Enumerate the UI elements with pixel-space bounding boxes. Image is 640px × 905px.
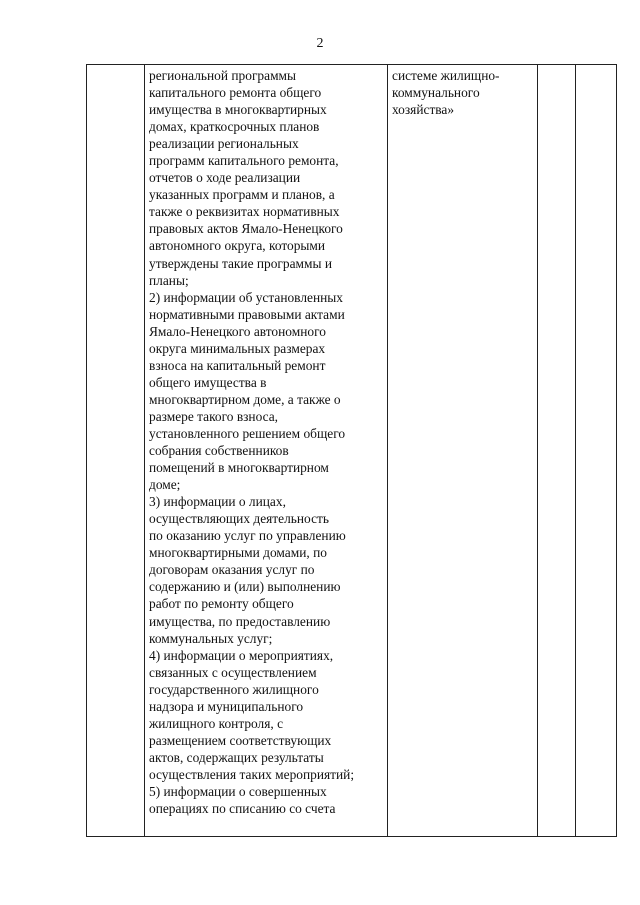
text-line: общего имущества в <box>149 374 267 390</box>
text-line: коммунальных услуг; <box>149 630 273 646</box>
text-line: государственного жилищного <box>149 681 319 697</box>
table-cell-description <box>145 65 388 837</box>
table-cell-source <box>388 65 538 837</box>
text-line: взноса на капитальный ремонт <box>149 357 326 373</box>
text-line: связанных с осуществлением <box>149 664 317 680</box>
text-line: по оказанию услуг по управлению <box>149 528 346 544</box>
description-text <box>145 65 387 817</box>
document-table <box>86 64 617 837</box>
text-line: правовых актов Ямало-Ненецкого <box>149 221 343 237</box>
table-cell-empty-1 <box>538 65 576 837</box>
page-number: 2 <box>316 36 324 51</box>
text-line: округа минимальных размерах <box>149 340 326 356</box>
text-line: указанных программ и планов, а <box>149 187 335 203</box>
text-line: региональной программы <box>149 68 297 83</box>
text-line: доме; <box>149 477 181 493</box>
table-row <box>87 65 617 837</box>
source-text <box>388 65 537 118</box>
text-line: размещением соответствующих <box>149 732 332 748</box>
text-line: собрания собственников <box>149 443 289 459</box>
text-line: имущества в многоквартирных <box>149 102 327 118</box>
text-line: 2) информации об установленных <box>149 289 343 305</box>
text-line: домах, краткосрочных планов <box>149 119 320 135</box>
text-line: установленного решением общего <box>149 425 346 441</box>
text-line: многоквартирном доме, а также о <box>149 391 341 407</box>
text-line: капитального ремонта общего <box>149 85 322 101</box>
text-line: 3) информации о лицах, <box>149 494 286 510</box>
text-line: надзора и муниципального <box>149 698 304 714</box>
text-line: системе жилищно- <box>392 68 500 83</box>
text-line: коммунального <box>392 85 480 101</box>
text-line: реализации региональных <box>149 136 299 152</box>
text-line: хозяйства» <box>392 102 455 118</box>
text-line: помещений в многоквартирном <box>149 460 329 476</box>
text-line: содержанию и (или) выполнению <box>149 579 341 595</box>
text-line: имущества, по предоставлению <box>149 613 331 629</box>
text-line: отчетов о ходе реализации <box>149 170 301 186</box>
table-cell-number <box>87 65 145 837</box>
table-cell-empty-2 <box>576 65 617 837</box>
text-line: утверждены такие программы и <box>149 255 333 271</box>
text-line: 4) информации о мероприятиях, <box>149 647 334 663</box>
text-line: осуществления таких мероприятий; <box>149 766 355 782</box>
text-line: нормативными правовыми актами <box>149 306 345 322</box>
text-line: многоквартирными домами, по <box>149 545 327 561</box>
text-line: осуществляющих деятельность <box>149 511 329 527</box>
text-line: Ямало-Ненецкого автономного <box>149 323 326 339</box>
text-line: программ капитального ремонта, <box>149 153 339 169</box>
text-line: также о реквизитах нормативных <box>149 204 340 220</box>
text-line: размере такого взноса, <box>149 408 279 424</box>
text-line: автономного округа, которыми <box>149 238 326 254</box>
text-line: договорам оказания услуг по <box>149 562 315 578</box>
text-line: жилищного контроля, с <box>149 715 284 731</box>
text-line: операциях по списанию со счета <box>149 801 336 817</box>
text-line: 5) информации о совершенных <box>149 783 327 799</box>
text-line: планы; <box>149 272 189 288</box>
text-line: работ по ремонту общего <box>149 596 294 612</box>
text-line: актов, содержащих результаты <box>149 749 324 765</box>
